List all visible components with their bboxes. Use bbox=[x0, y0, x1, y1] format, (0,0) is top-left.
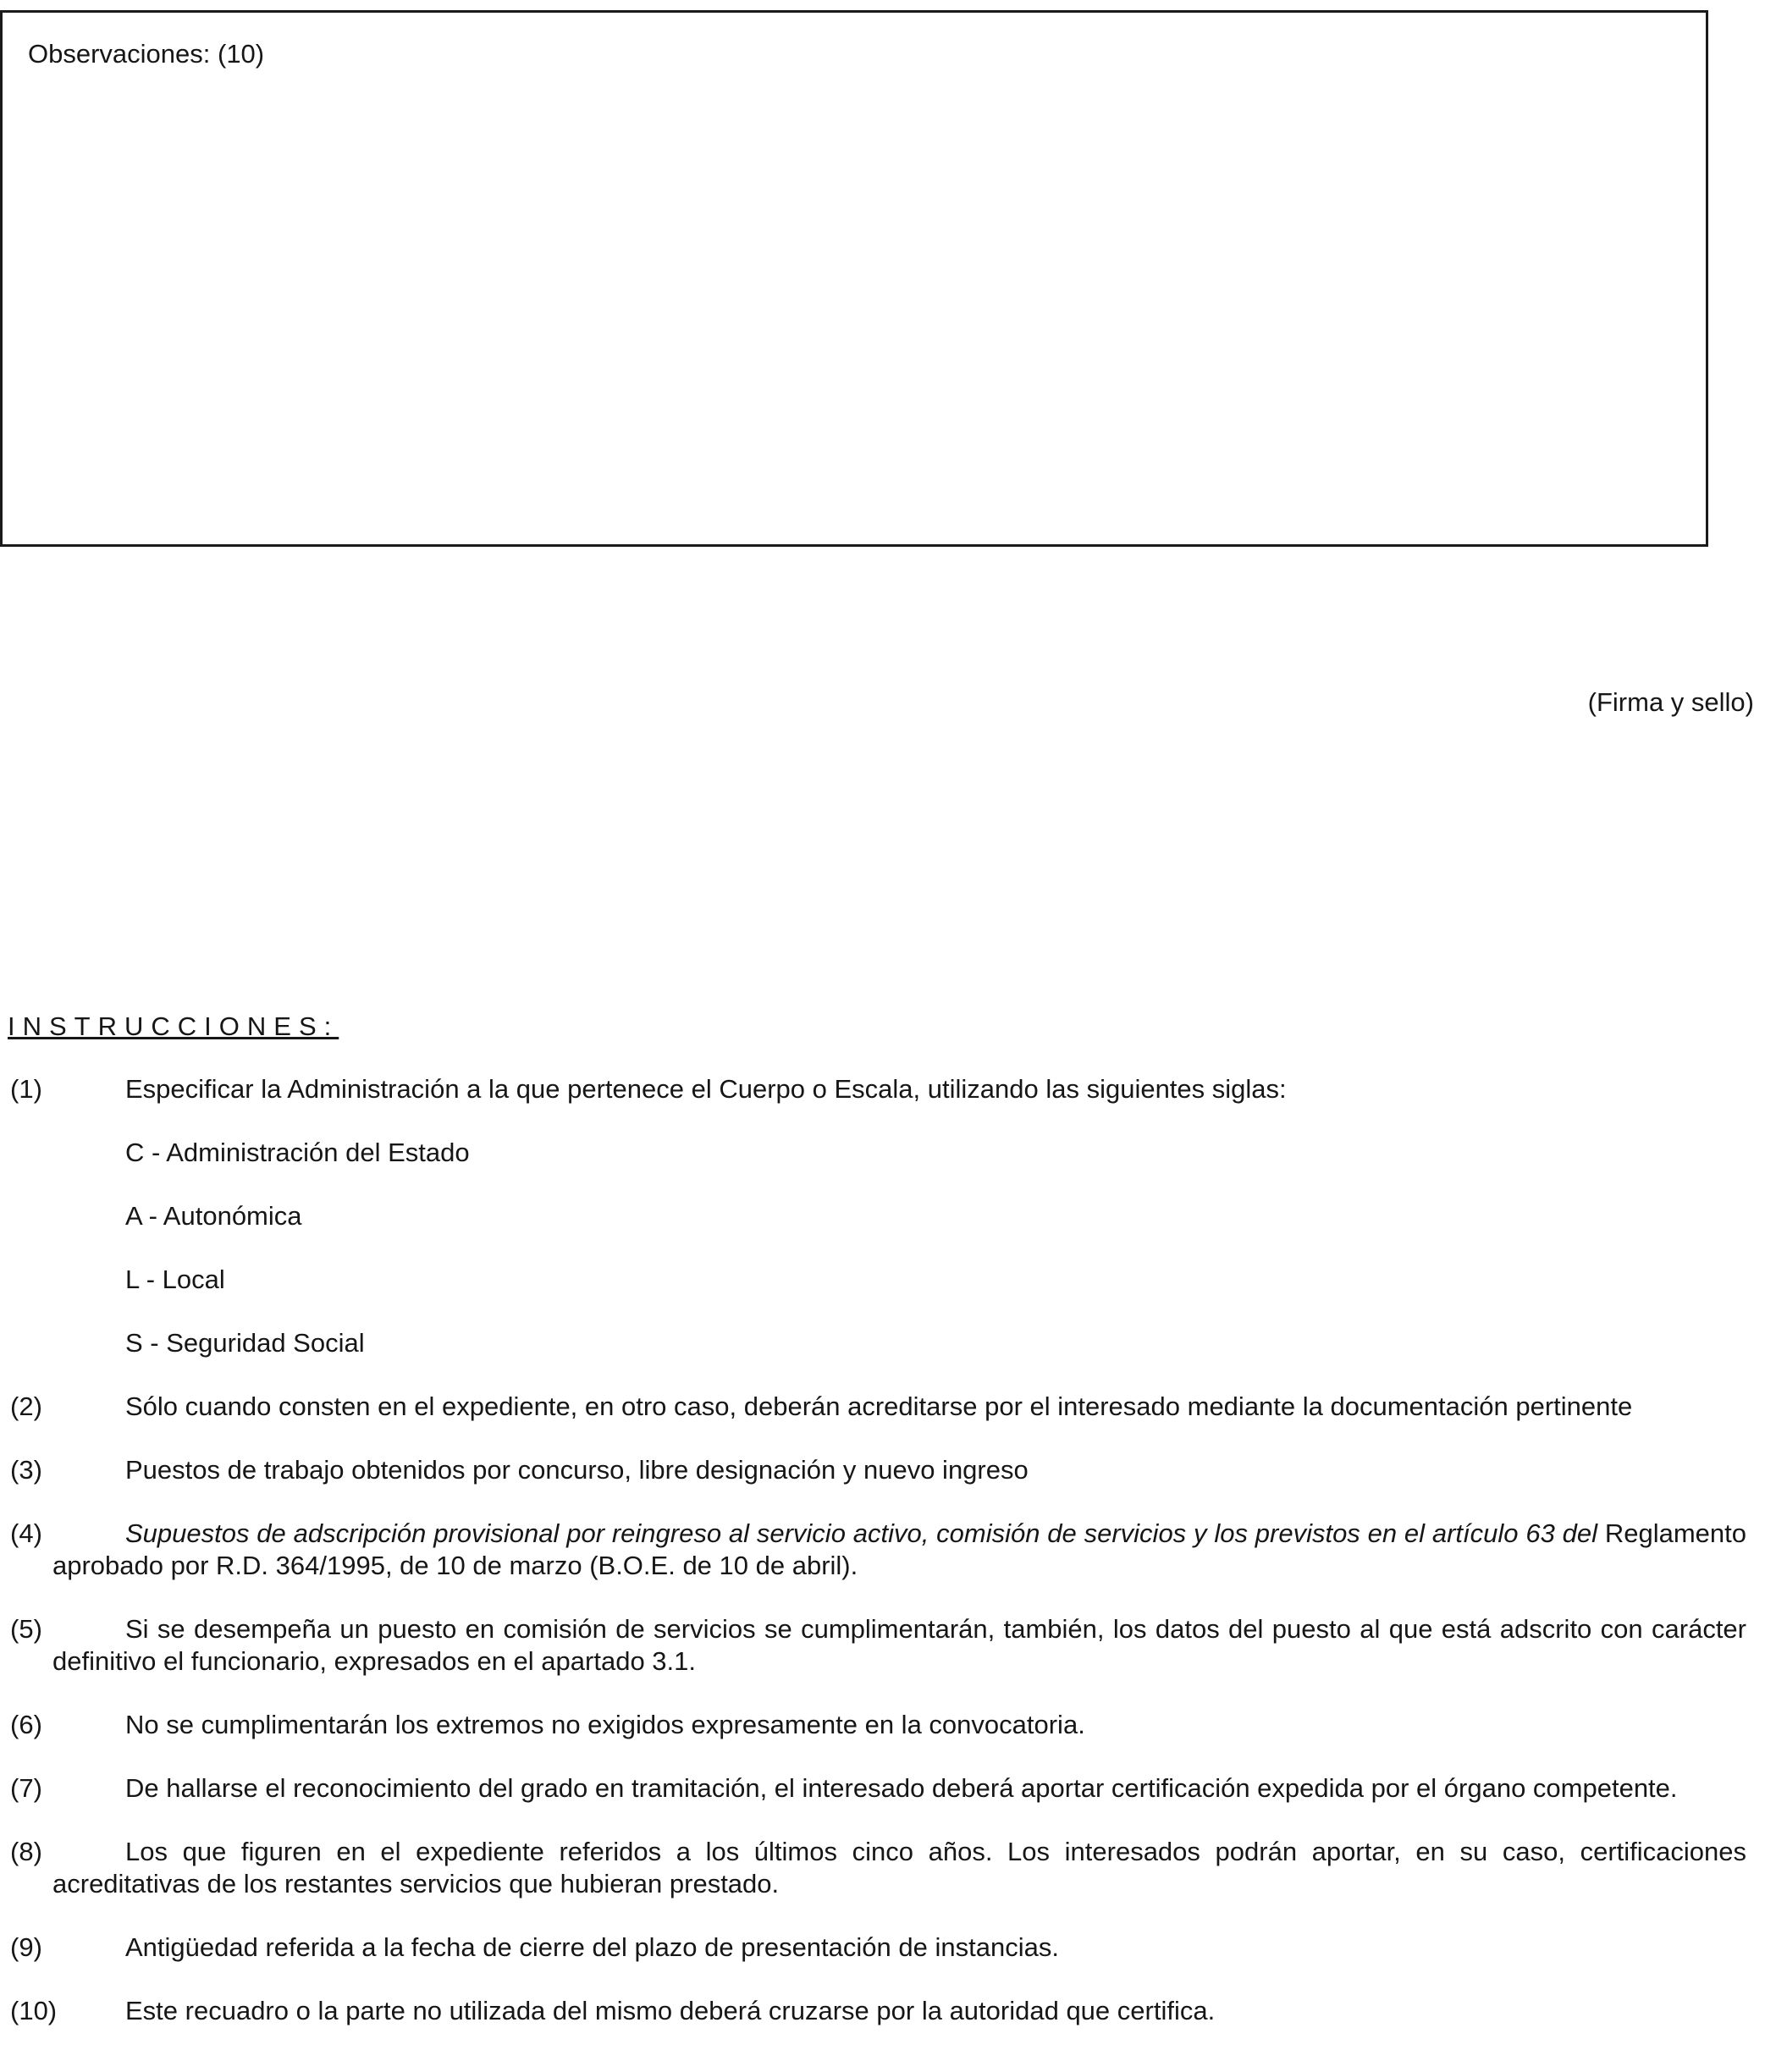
instruction-item bbox=[0, 1995, 1765, 2027]
instruction-item bbox=[0, 1931, 1765, 1964]
sigla-item: C - Administración del Estado bbox=[125, 1138, 470, 1167]
instruction-number: (2) bbox=[10, 1391, 42, 1421]
instruction-number: (4) bbox=[10, 1518, 42, 1548]
instruction-item bbox=[0, 1836, 1765, 1900]
instruction-text: No se cumplimentarán los extremos no exigidos expresamente en la convocatoria. bbox=[125, 1710, 1085, 1739]
instruction-text: Este recuadro o la parte no utilizada del mismo deberá cruzarse por la autoridad que certifica. bbox=[125, 1996, 1216, 2025]
instruction-number: (3) bbox=[10, 1455, 42, 1485]
instruction-text: Si se desempeña un puesto en comisión de servicios se cumplimentarán, también, los datos del puesto al que está adscrito con carácter definitivo el funcionario, expresados en el apartado 3.1. bbox=[52, 1614, 1746, 1676]
instruction-item bbox=[0, 1518, 1765, 1582]
instruction-item bbox=[0, 1391, 1765, 1423]
observaciones-box bbox=[0, 10, 1708, 547]
instruction-text: Reglamento aprobado por R.D. 364/1995, de 10 de marzo (B.O.E. de 10 de abril). bbox=[52, 1518, 1746, 1580]
instruction-number: (10) bbox=[10, 1996, 58, 2025]
instruction-number: (6) bbox=[10, 1710, 42, 1739]
instruction-text: Antigüedad referida a la fecha de cierre del plazo de presentación de instancias. bbox=[125, 1932, 1059, 1962]
instruction-item bbox=[0, 1073, 1765, 1105]
instruction-item bbox=[0, 1613, 1765, 1678]
instruction-text: Los que figuren en el expediente referidos a los últimos cinco años. Los interesados podrán aportar, en su caso, certificaciones acreditativas de los restantes servicios que hubieran prestado. bbox=[52, 1837, 1746, 1898]
firma-sello-label: (Firma y sello) bbox=[1587, 687, 1754, 717]
instruction-text-italic: Supuestos de adscripción provisional por reingreso al servicio activo, comisión de servicios y los previstos en el artículo 63 del bbox=[125, 1518, 1605, 1548]
instructions-heading: INSTRUCCIONES: bbox=[8, 1011, 339, 1041]
sigla-item: S - Seguridad Social bbox=[125, 1328, 365, 1358]
instruction-number: (1) bbox=[10, 1074, 42, 1104]
sigla-item: A - Autonómica bbox=[125, 1201, 302, 1231]
instruction-item bbox=[0, 1772, 1765, 1805]
observaciones-label: Observaciones: (10) bbox=[28, 39, 265, 69]
instruction-text: Sólo cuando consten en el expediente, en otro caso, deberán acreditarse por el interesado mediante la documentación pertinente bbox=[125, 1391, 1633, 1421]
instruction-text: Puestos de trabajo obtenidos por concurso, libre designación y nuevo ingreso bbox=[125, 1455, 1029, 1485]
instructions-list bbox=[0, 1073, 1765, 2027]
instruction-text: De hallarse el reconocimiento del grado en tramitación, el interesado deberá aportar certificación expedida por el órgano competente. bbox=[125, 1773, 1678, 1803]
instruction-item bbox=[0, 1454, 1765, 1486]
instruction-number: (8) bbox=[10, 1837, 42, 1866]
sigla-item: L - Local bbox=[125, 1265, 225, 1294]
instruction-item bbox=[0, 1709, 1765, 1741]
instruction-number: (5) bbox=[10, 1614, 42, 1644]
instruction-number: (7) bbox=[10, 1773, 42, 1803]
instruction-number: (9) bbox=[10, 1932, 42, 1962]
instruction-text: Especificar la Administración a la que pertenece el Cuerpo o Escala, utilizando las siguientes siglas: bbox=[125, 1074, 1287, 1104]
